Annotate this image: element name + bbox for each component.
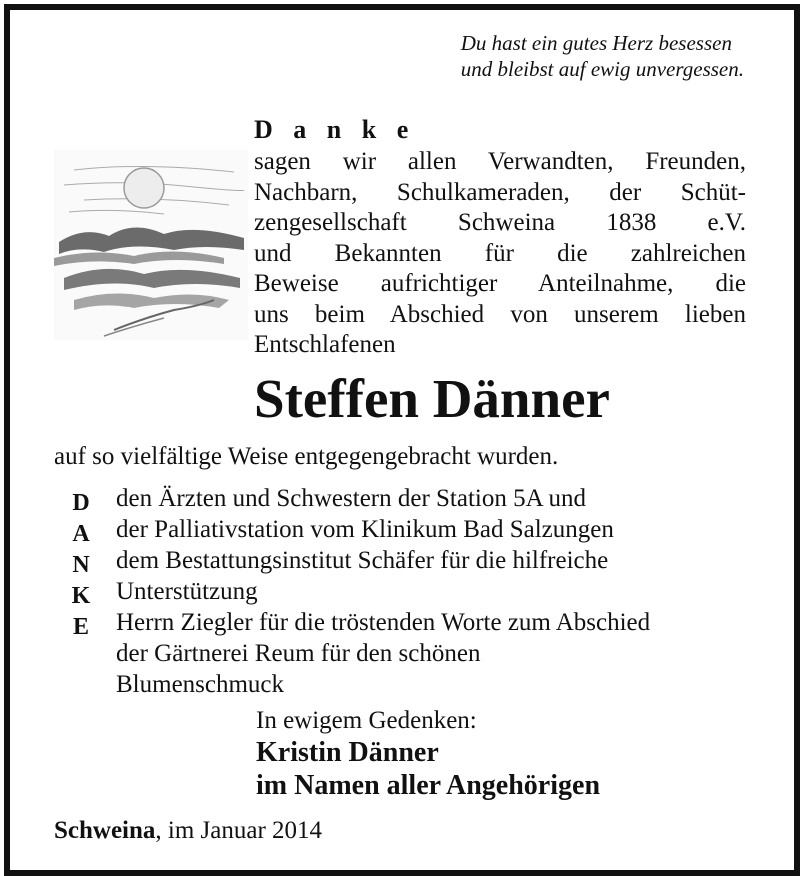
signer-block xyxy=(256,736,600,802)
intro-line-4: und Bekannten für die zahlreichen xyxy=(254,239,746,267)
sunset-landscape-drawing xyxy=(54,150,248,340)
intro-line-2: Nachbarn, Schulkameraden, der Schüt- xyxy=(254,178,746,206)
date-text: , im Januar 2014 xyxy=(155,817,323,844)
place-name: Schweina xyxy=(54,817,156,844)
thanks-line: dem Bestattungsinstitut Schäfer für die hilfreiche xyxy=(116,547,609,574)
intro-line-7: Entschlafenen xyxy=(254,331,396,358)
thanks-line: der Gärtnerei Reum für den schönen xyxy=(116,640,481,667)
intro-line-5: Beweise aufrichtiger Anteilnahme, die xyxy=(254,270,746,297)
acrostic-letter: A xyxy=(72,521,90,547)
intro-paragraph xyxy=(254,147,746,361)
thanks-line: Unterstützung xyxy=(116,578,258,605)
danke-heading: D a n k e xyxy=(254,115,416,144)
intro-line-1: sagen wir allen Verwandten, Freunden, xyxy=(254,148,746,175)
thanks-line: Herrn Ziegler für die tröstenden Worte zum Abschied xyxy=(116,609,651,636)
thanks-list xyxy=(116,483,650,700)
acrostic-letter: E xyxy=(72,614,89,640)
acrostic-danke xyxy=(66,488,96,643)
after-name-text: auf so vielfältige Weise entgegengebracht wurden. xyxy=(54,443,559,470)
signer-on-behalf: im Namen aller Angehörigen xyxy=(256,770,601,801)
deceased-name: Steffen Dänner xyxy=(254,368,610,429)
motto-line-2: und bleibst auf ewig unvergessen. xyxy=(460,57,744,81)
motto-line-1: Du hast ein gutes Herz besessen xyxy=(460,31,732,55)
memory-text: In ewigem Gedenken: xyxy=(256,707,477,734)
intro-line-6: uns beim Abschied von unserem lieben xyxy=(254,300,746,328)
acrostic-letter: D xyxy=(72,490,90,516)
acrostic-letter: K xyxy=(71,583,91,609)
memorial-motto xyxy=(461,30,744,82)
acrostic-letter: N xyxy=(72,552,90,578)
place-date-line xyxy=(54,817,322,845)
intro-line-3: zengesellschaft Schweina 1838 e.V. xyxy=(254,209,746,236)
thanks-line: Blumenschmuck xyxy=(116,671,285,698)
thanks-line: der Palliativstation vom Klinikum Bad Salzungen xyxy=(116,516,614,543)
thanks-line: den Ärzten und Schwestern der Station 5A und xyxy=(116,485,587,512)
signer-name: Kristin Dänner xyxy=(256,737,439,768)
